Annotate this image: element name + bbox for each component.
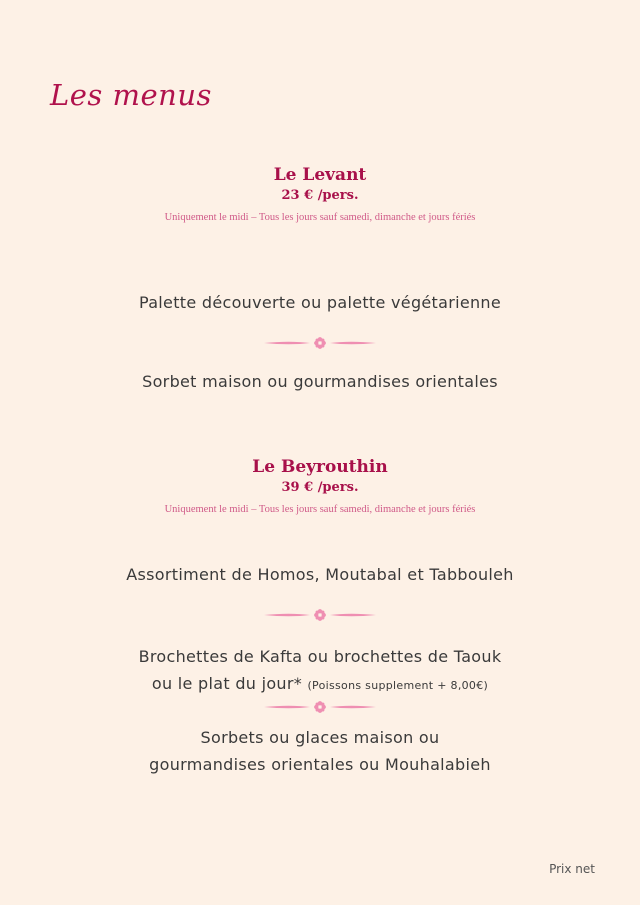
menu-course-line: ou le plat du jour* xyxy=(151,674,303,693)
menu-course: Sorbet maison ou gourmandises orientales xyxy=(142,372,498,391)
ornament-divider xyxy=(260,337,380,349)
menu-price: 23 € /pers. xyxy=(281,188,359,203)
page-title: Les menus xyxy=(50,78,212,112)
supplement-note: (Poissons supplement + 8,00€) xyxy=(307,679,489,692)
menu-course xyxy=(0,643,640,699)
menu-course: Palette découverte ou palette végétarienne xyxy=(138,293,502,312)
menu-note: Uniquement le midi – Tous les jours sauf samedi, dimanche et jours fériés xyxy=(164,504,476,515)
price-footnote: Prix net xyxy=(549,862,595,876)
menu-note: Uniquement le midi – Tous les jours sauf samedi, dimanche et jours fériés xyxy=(164,212,476,223)
menu-name: Le Beyrouthin xyxy=(252,457,388,477)
menu-course: Assortiment de Homos, Moutabal et Tabbouleh xyxy=(126,565,514,584)
menu-name: Le Levant xyxy=(273,165,367,185)
ornament-divider xyxy=(260,609,380,621)
menu-course xyxy=(0,724,640,778)
menu-course-line: Brochettes de Kafta ou brochettes de Taouk xyxy=(138,647,502,666)
menu-beyrouthin-header xyxy=(0,456,640,515)
ornament-divider xyxy=(260,701,380,713)
menu-price: 39 € /pers. xyxy=(281,480,359,495)
menu-course-line: gourmandises orientales ou Mouhalabieh xyxy=(149,755,491,774)
menu-levant-header xyxy=(0,164,640,223)
menu-course-line: Sorbets ou glaces maison ou xyxy=(200,728,440,747)
